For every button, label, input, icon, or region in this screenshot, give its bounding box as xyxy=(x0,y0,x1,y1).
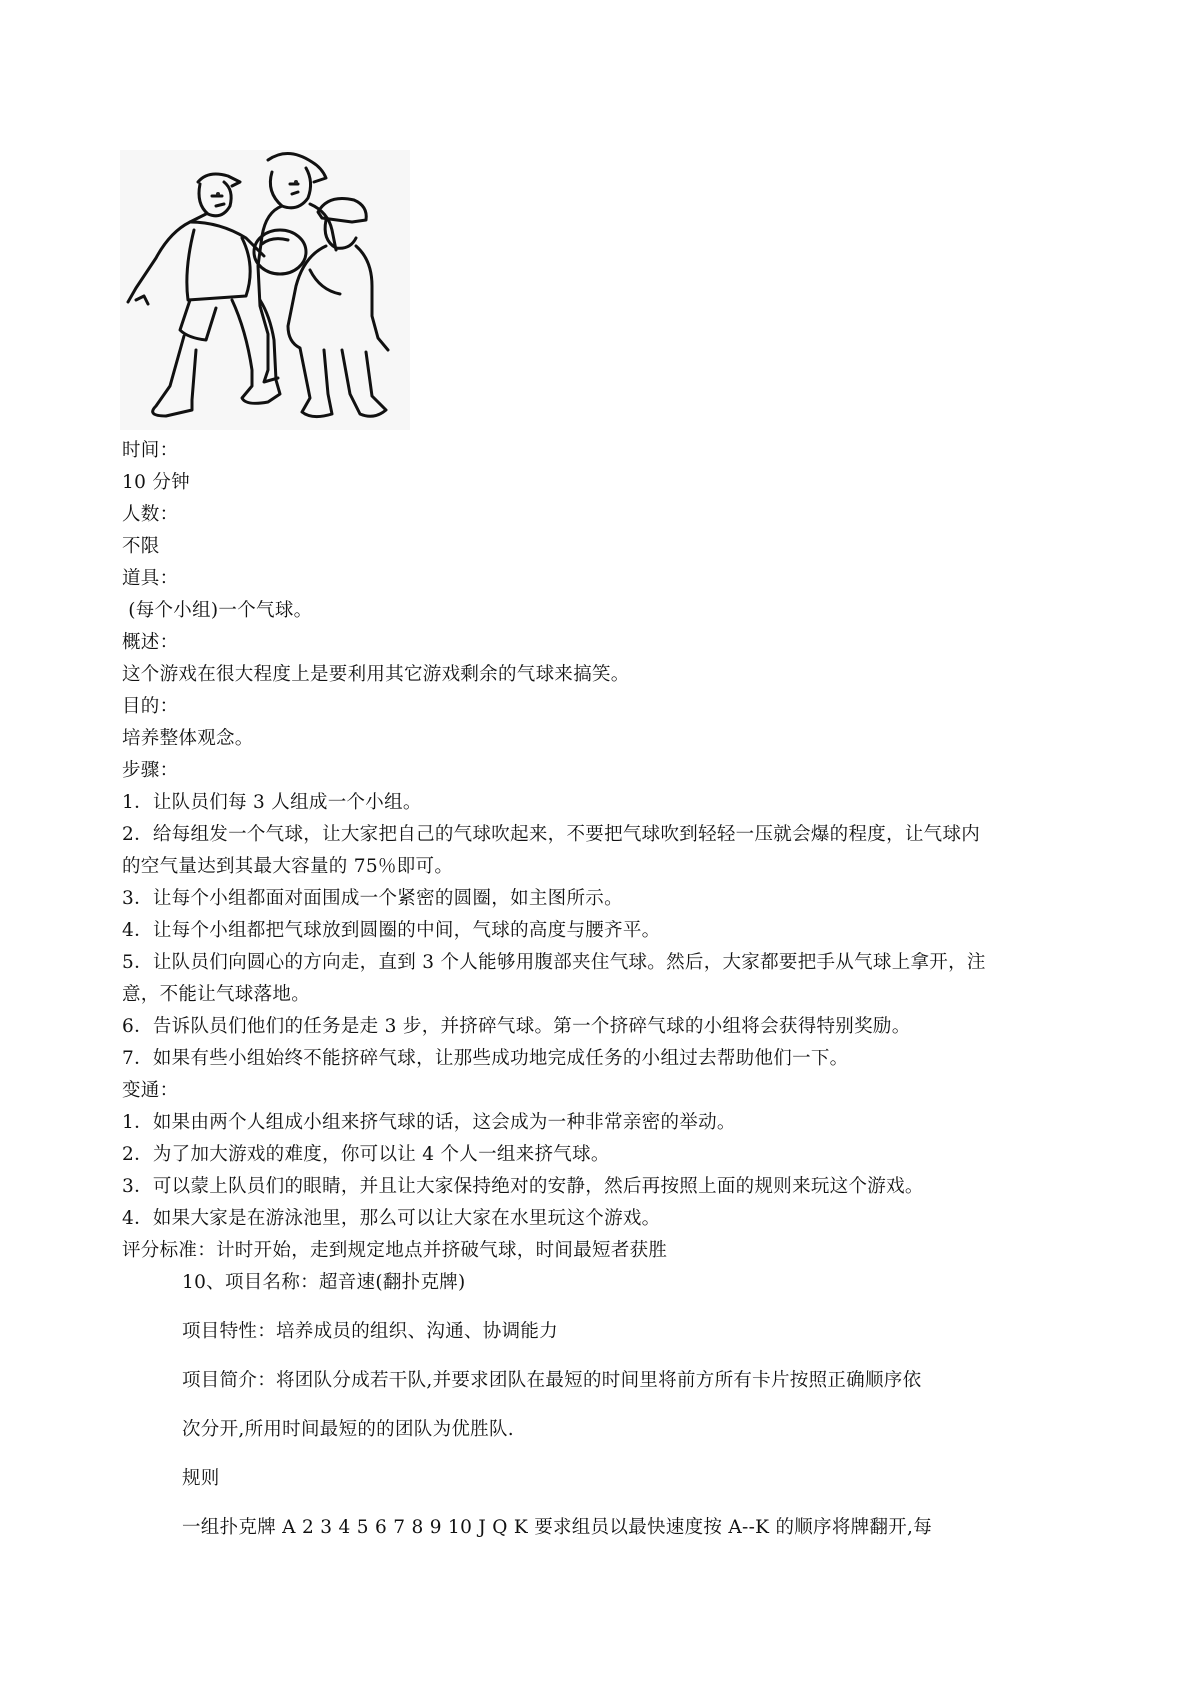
balloon-game-illustration xyxy=(120,150,410,430)
project-line: 项目简介：将团队分成若干队,并要求团队在最短的时间里将前方所有卡片按照正确顺序依 xyxy=(182,1370,922,1391)
text-line: 的空气量达到其最大容量的 75％即可。 xyxy=(122,856,454,877)
text-line: 2．为了加大游戏的难度，你可以让 4 个人一组来挤气球。 xyxy=(122,1144,610,1165)
project-description xyxy=(182,1258,1082,1552)
text-line: 1．让队员们每 3 人组成一个小组。 xyxy=(122,792,422,813)
text-line: 不限 xyxy=(122,536,160,557)
text-line: 3．可以蒙上队员们的眼睛，并且让大家保持绝对的安静，然后再按照上面的规则来玩这个游戏。 xyxy=(122,1176,924,1197)
text-line: 时间： xyxy=(122,440,179,461)
text-line: 4．如果大家是在游泳池里，那么可以让大家在水里玩这个游戏。 xyxy=(122,1208,661,1229)
text-line: 4．让每个小组都把气球放到圆圈的中间，气球的高度与腰齐平。 xyxy=(122,920,661,941)
text-line: 步骤： xyxy=(122,760,179,781)
project-line: 次分开,所用时间最短的的团队为优胜队. xyxy=(182,1419,514,1440)
three-people-squeezing-balloon-illustration-icon xyxy=(120,150,410,430)
project-line: 一组扑克牌 A 2 3 4 5 6 7 8 9 10 J Q K 要求组员以最快速度按 A--K 的顺序将牌翻开,每 xyxy=(182,1517,933,1538)
text-line: 培养整体观念。 xyxy=(122,728,254,749)
text-line: 2．给每组发一个气球，让大家把自己的气球吹起来，不要把气球吹到轻轻一压就会爆的程度，让气球内 xyxy=(122,824,981,845)
text-line: 6．告诉队员们他们的任务是走 3 步，并挤碎气球。第一个挤碎气球的小组将会获得特别奖励。 xyxy=(122,1016,911,1037)
text-line: 1．如果由两个人组成小组来挤气球的话，这会成为一种非常亲密的举动。 xyxy=(122,1112,736,1133)
project-line: 项目特性：培养成员的组织、沟通、协调能力 xyxy=(182,1321,559,1342)
text-line: 10 分钟 xyxy=(122,472,190,493)
text-line: 道具： xyxy=(122,568,179,589)
text-line: 概述： xyxy=(122,632,179,653)
text-line: 7．如果有些小组始终不能挤碎气球，让那些成功地完成任务的小组过去帮助他们一下。 xyxy=(122,1048,849,1069)
game-description xyxy=(122,435,1082,1267)
text-line: 人数： xyxy=(122,504,179,525)
text-line: 3．让每个小组都面对面围成一个紧密的圆圈，如主图所示。 xyxy=(122,888,623,909)
project-line: 10、项目名称：超音速(翻扑克牌) xyxy=(182,1272,466,1293)
text-line: 目的： xyxy=(122,696,179,717)
text-line: (每个小组)一个气球。 xyxy=(122,600,313,621)
text-line: 变通： xyxy=(122,1080,179,1101)
text-line: 评分标准：计时开始，走到规定地点并挤破气球，时间最短者获胜 xyxy=(122,1240,668,1261)
project-line: 规则 xyxy=(182,1468,220,1489)
text-line: 5．让队员们向圆心的方向走，直到 3 个人能够用腹部夹住气球。然后，大家都要把手从气球上拿开，注 xyxy=(122,952,986,973)
text-line: 这个游戏在很大程度上是要利用其它游戏剩余的气球来搞笑。 xyxy=(122,664,630,685)
text-line: 意，不能让气球落地。 xyxy=(122,984,311,1005)
